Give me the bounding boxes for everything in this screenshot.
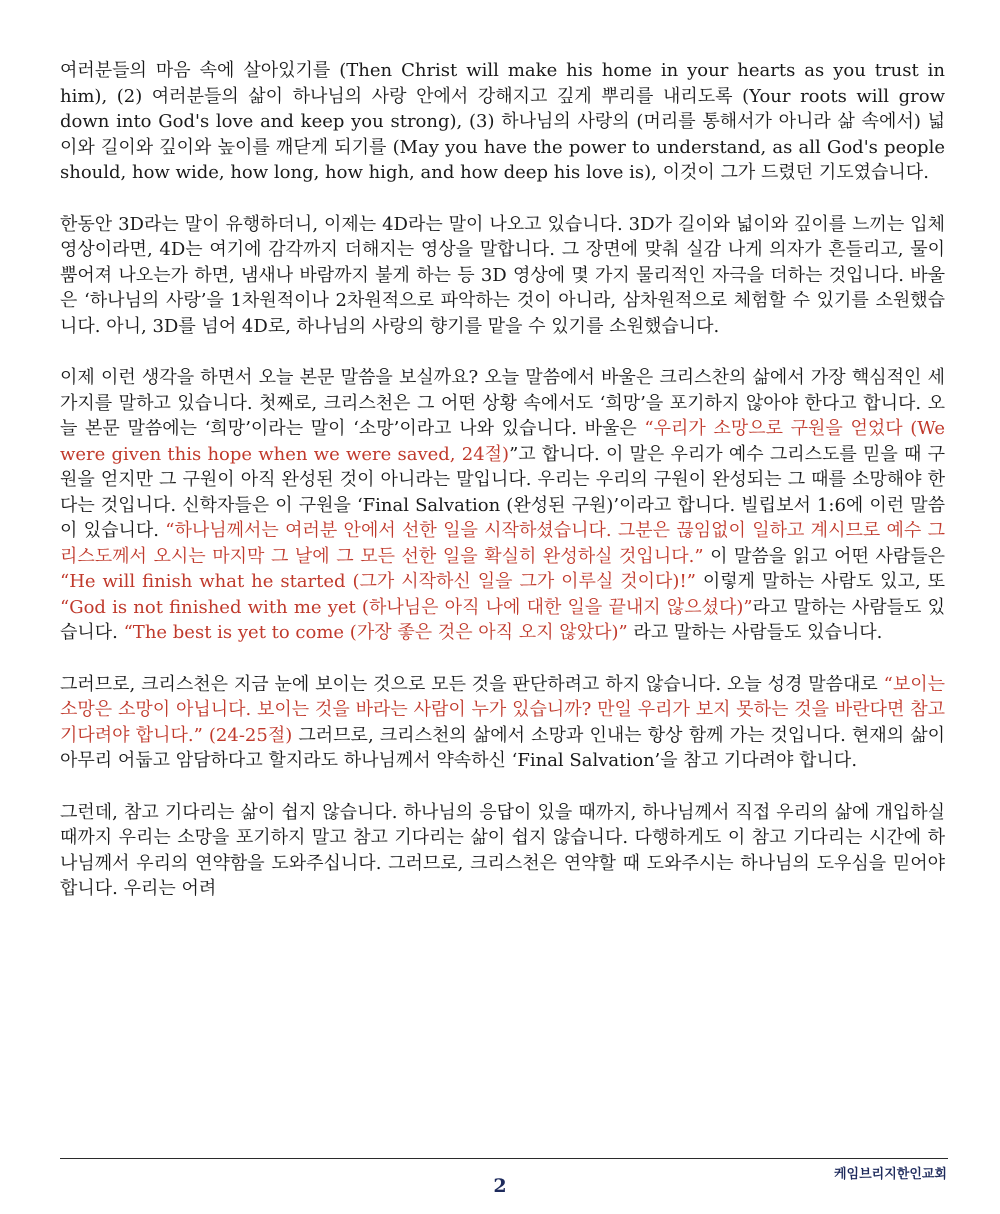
paragraph-3 [60, 365, 945, 646]
quote: “He will finish what he started (그가 시작하신 일을 그가 이루실 것이다)!” [60, 571, 696, 592]
footer-divider [60, 1158, 948, 1159]
text-span: 그러므로, 크리스천의 삶에서 소망과 인내는 항상 함께 가는 것입니다. 현재의 삶이 아무리 어둡고 암담하다고 할지라도 하나님께서 약속하신 ‘Final Salvation’을 참고 기다려야 합니다. [60, 724, 946, 771]
scripture-quote: “보이는 소망은 소망이 아닙니다. 보이는 것을 바라는 사람이 누가 있습니까? 만일 우리가 보지 못하는 것을 바란다면 참고 기다려야 합니다.” (24-25절) [60, 673, 945, 746]
text-span: 이렇게 말하는 사람도 있고, 또 [695, 571, 945, 592]
church-name: 케임브리지한인교회 [833, 1167, 947, 1182]
scripture-quote: “하나님께서는 여러분 안에서 선한 일을 시작하셨습니다. 그분은 끊임없이 일하고 계시므로 예수 그리스도께서 오시는 마지막 그 날에 그 모든 선한 일을 확실히 완성하실 것입니다.” [60, 520, 945, 567]
text-span: 이 말씀을 읽고 어떤 사람들은 [703, 545, 945, 567]
paragraph-5 [60, 800, 945, 902]
quote: “God is not finished with me yet (하나님은 아직 나에 대한 일을 끝내지 않으셨다)” [60, 596, 753, 618]
text-span: 이제 이런 생각을 하면서 오늘 본문 말씀을 보실까요? 오늘 말씀에서 바울은 크리스찬의 삶에서 가장 핵심적인 세가지를 말하고 있습니다. 첫째로, 크리스천은 그 어떤 상황 속에서도 ‘희망’을 포기하지 않아야 한다고 합니다. 오늘 본문 말씀에는 ‘희망’이라는 말이 ‘소망’이라고 나와 있습니다. 바울은 [60, 367, 945, 439]
scripture-quote: “우리가 소망으로 구원을 얻었다 (We were given this hope when we were saved, 24절) [60, 418, 945, 465]
text-span: 그러므로, 크리스천은 지금 눈에 보이는 것으로 모든 것을 판단하려고 하지 않습니다. 오늘 성경 말씀대로 [60, 673, 884, 695]
text-span: ”고 합니다. 이 말은 우리가 예수 그리스도를 믿을 때 구원을 얻지만 그 구원이 아직 완성된 것이 아니라는 말입니다. 우리는 우리의 구원이 완성되는 그 때를 소망해야 한다는 것입니다. 신학자들은 이 구원을 ‘Final Salvation (완성된 구원)’이라고 합니다. 빌립보서 1:6에 이런 말씀이 있습니다. [60, 443, 945, 541]
paragraph-1 [60, 58, 945, 186]
paragraph-2 [60, 212, 945, 340]
text-span: 여러분들의 마음 속에 살아있기를 (Then Christ will make his home in your hearts as you trust in him), (2) 여러분들의 삶이 하나님의 사랑 안에서 강해지고 깊게 뿌리를 내리도록 (Your roots will grow down into God's love and keep you strong), (3) 하나님의 사랑의 (머리를 통해서가 아니라 삶 속에서) 넓이와 길이와 깊이와 높이를 깨닫게 되기를 (May you have the power to understand, as all God's people should, how wide, how long, how high, and how deep his love is), 이것이 그가 드렸던 기도였습니다. [60, 60, 945, 183]
text-span: 한동안 3D라는 말이 유행하더니, 이제는 4D라는 말이 나오고 있습니다. 3D가 길이와 넓이와 깊이를 느끼는 입체 영상이라면, 4D는 여기에 감각까지 더해지는 영상을 말합니다. 그 장면에 맞춰 실감 나게 의자가 흔들리고, 물이 뿜어져 나오는가 하면, 냄새나 바람까지 불게 하는 등 3D 영상에 몇 가지 물리적인 자극을 더하는 것입니다. 바울은 ‘하나님의 사랑’을 1차원적이나 2차원적으로 파악하는 것이 아니라, 삼차원적으로 체험할 수 있기를 소원했습니다. 아니, 3D를 넘어 4D로, 하나님의 사랑의 향기를 맡을 수 있기를 소원했습니다. [60, 213, 945, 337]
text-span: 라고 말하는 사람들도 있습니다. [627, 622, 883, 643]
text-span: 그런데, 참고 기다리는 삶이 쉽지 않습니다. 하나님의 응답이 있을 때까지, 하나님께서 직접 우리의 삶에 개입하실 때까지 우리는 소망을 포기하지 말고 참고 기다리는 삶이 쉽지 않습니다. 다행하게도 이 참고 기다리는 시간에 하나님께서 우리의 연약함을 도와주십니다. 그러므로, 크리스천은 연약할 때 도와주시는 하나님의 도우심을 믿어야 합니다. 우리는 어려 [60, 801, 945, 899]
paragraph-4 [60, 672, 945, 774]
sermon-body [60, 58, 945, 928]
page-number: 2 [493, 1175, 507, 1197]
quote: “The best is yet to come (가장 좋은 것은 아직 오지 않았다)” [123, 622, 628, 643]
text-span: 라고 말하는 사람들도 있습니다. [60, 596, 945, 643]
